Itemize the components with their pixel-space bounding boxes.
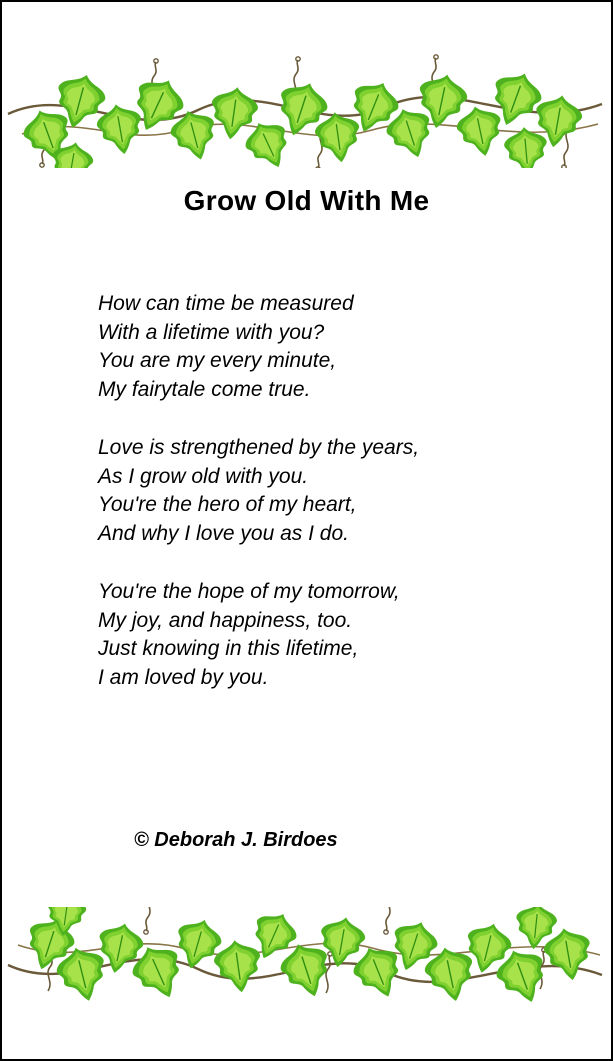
page-title: Grow Old With Me <box>183 185 430 216</box>
poem-line: You're the hope of my tomorrow, <box>98 580 400 603</box>
ivy-vine-border-icon-bottom <box>2 907 611 1037</box>
poem-line: I am loved by you. <box>98 665 269 689</box>
poem-line: How can time be measured <box>98 292 354 315</box>
copyright-credit: © Deborah J. Birdoes <box>134 829 338 851</box>
stanza <box>98 434 568 548</box>
poem-line: You are my every minute, <box>98 349 337 372</box>
poem-line: As I grow old with you. <box>98 464 309 488</box>
ivy-vine-border-icon-top <box>2 38 611 168</box>
poem-line: And why I love you as I do. <box>98 521 349 545</box>
stanza <box>98 578 568 692</box>
poem-line: With a lifetime with you? <box>98 320 325 344</box>
poem-line: Love is strengthened by the years, <box>98 436 420 459</box>
poem-body <box>98 290 568 692</box>
poem-line: You're the hero of my heart, <box>98 493 357 516</box>
stanza <box>98 290 568 404</box>
poem-line: Just knowing in this lifetime, <box>98 637 359 660</box>
poem-line: My joy, and happiness, too. <box>98 608 353 632</box>
poem-line: My fairytale come true. <box>98 377 311 401</box>
